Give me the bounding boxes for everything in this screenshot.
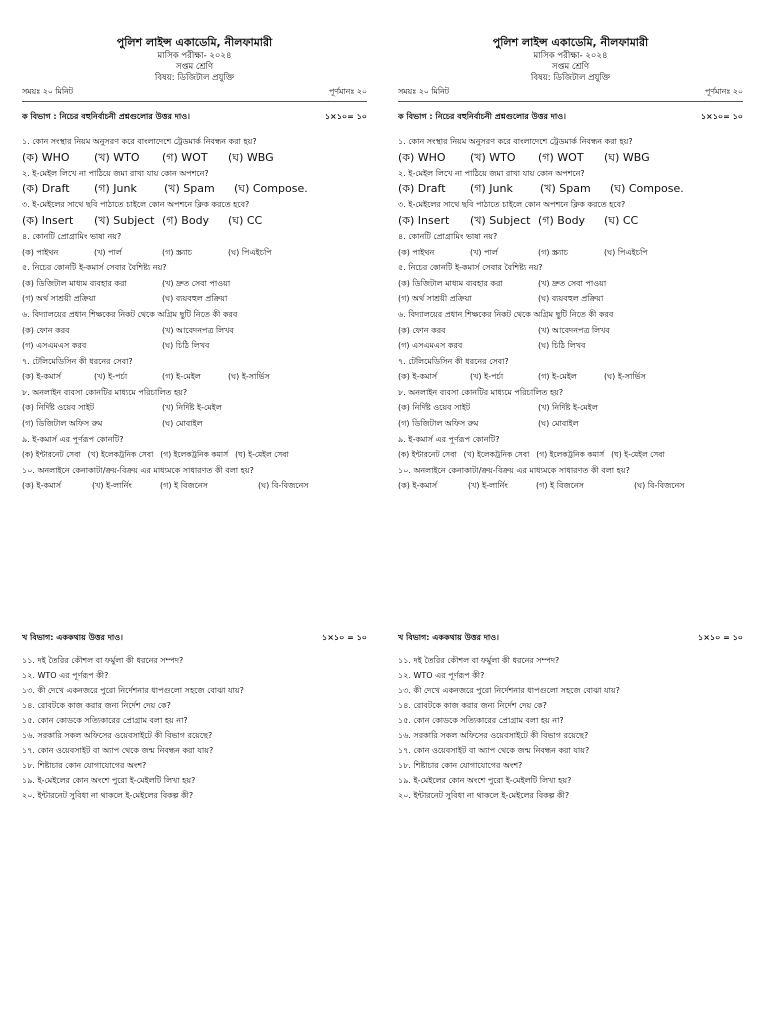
option: (খ) পার্ল (94, 247, 122, 257)
option: (ক) ই-কমার্স (22, 372, 62, 382)
mcq-question-2: ২. ই-মেইল লিখে না পাঠিয়ে জমা রাখা যায় কোন অপশনে? (398, 168, 585, 178)
option: (গ) এসএমএস করব (398, 341, 463, 351)
option: (ক) নির্দিষ্ট ওয়েব সাইট (398, 403, 471, 413)
short-question-15: ১৫. কোন কোডকে সত্যিকারের প্রোগ্রাম বলা হয় না? (22, 716, 188, 725)
short-question-13: ১৩. কী দেখে একনজরে পুরো নির্দেশনার ধাপগুলো সহজে বোঝা যায়? (22, 686, 244, 695)
mcq-options-8a (22, 400, 367, 416)
option: (ক) ফোন করব (398, 325, 446, 335)
mcq-options-6b (22, 338, 367, 354)
short-question-12: ১২. WTO এর পূর্ণরূপ কী? (22, 671, 109, 680)
option: (খ) আবেদনপত্র লিখব (162, 325, 234, 335)
short-question-14: ১৪. রোবটকে কাজ করার জন্য নির্দেশ দেয় কে? (398, 701, 547, 710)
option: (খ) WTO (470, 150, 516, 164)
option: (ক) ই-কমার্স (398, 481, 438, 491)
mcq-options-9 (22, 447, 367, 463)
option: (ঘ) ই-মেইল সেবা (235, 450, 289, 460)
mcq-options-1 (22, 150, 367, 166)
mcq-options-10 (22, 478, 367, 494)
mcq-question-7: ৭. টেলিমেডিসিন কী ধরনের সেবা? (398, 356, 509, 366)
option: (ঘ) CC (604, 213, 639, 227)
option: (ক) ই-কমার্স (398, 372, 438, 382)
section-a-title: ক বিভাগ : নিচের বহুনির্বাচনী প্রশ্নগুলোর উত্তর দাও। (398, 112, 566, 122)
option: (ঘ) ই-সার্ভিস (604, 372, 646, 382)
option: (ক) WHO (22, 150, 70, 164)
class-name: সপ্তম শ্রেণি (551, 61, 590, 72)
option: (ক) ডিজিটাল মাধ্যম ব্যবহার করা (22, 278, 127, 288)
option: (ঘ) পিএইচপি (228, 247, 272, 257)
option: (গ) অর্থ সাশ্রয়ী প্রক্রিয়া (22, 294, 96, 304)
section-a-marks: ১×১০= ১০ (700, 112, 743, 122)
option: (গ) ডিজিটাল অফিস রুম (22, 419, 103, 429)
option: (খ) নির্দিষ্ট ই-মেইল (162, 403, 222, 413)
option: (ঘ) চিঠি লিখব (162, 341, 210, 351)
option: (ক) পাইথন (398, 247, 435, 257)
mcq-options-10 (398, 478, 743, 494)
short-question-18: ১৮. শিষ্টাচার কোন যোগাযোগের অংশ? (22, 761, 147, 770)
section-a-heading (398, 111, 743, 124)
option: (খ) ই-লার্নিং (468, 481, 508, 491)
option: (খ) ই-লার্নিং (92, 481, 132, 491)
mcq-options-5a (398, 276, 743, 292)
option: (গ) Body (162, 213, 210, 227)
option: (খ) Spam (164, 182, 215, 196)
mcq-question-7: ৭. টেলিমেডিসিন কী ধরনের সেবা? (22, 356, 133, 366)
option: (গ) ই বিজনেস (536, 481, 584, 491)
short-question-17: ১৭. কোন ওয়েবসাইট বা অ্যাপ থেকে জন্ম নিবন্ধন করা যায়? (398, 746, 590, 755)
short-question-16: ১৬. সরকারি সকল অফিসের ওয়েবসাইটে কী বিভাগ রয়েছে? (22, 731, 213, 740)
paper-header (22, 36, 367, 84)
option: (গ) এসএমএস করব (22, 341, 87, 351)
option: (ঘ) বি-বিজনেস (634, 481, 685, 491)
mcq-options-3 (398, 213, 743, 229)
option: (ঘ) ই-সার্ভিস (228, 372, 270, 382)
option: (ক) ই-কমার্স (22, 481, 62, 491)
question-paper-left (22, 36, 367, 494)
option: (ঘ) মোবাইল (538, 419, 579, 429)
option: (গ) ডিজিটাল অফিস রুম (398, 419, 479, 429)
option: (গ) Junk (94, 182, 137, 196)
option: (ক) ফোন করব (22, 325, 70, 335)
class-name: সপ্তম শ্রেণি (175, 61, 214, 72)
option: (গ) ইলেকট্রনিক কমার্স (160, 450, 229, 460)
mcq-options-5b (398, 291, 743, 307)
option: (গ) ইলেকট্রনিক কমার্স (536, 450, 605, 460)
section-a-marks: ১×১০= ১০ (324, 112, 367, 122)
mcq-question-10: ১০. অনলাইনে কেনাকাটা/ক্রয়-বিক্রয় এর মাধ্যমকে সাধারণত কী বলা হয়? (398, 465, 630, 475)
mcq-options-3 (22, 213, 367, 229)
option: (ঘ) Compose. (234, 182, 308, 196)
short-question-18: ১৮. শিষ্টাচার কোন যোগাযোগের অংশ? (398, 761, 523, 770)
mcq-question-6: ৬. বিদ্যালয়ের প্রধান শিক্ষকের নিকট থেকে অগ্রিম ছুটি নিতে কী করব (22, 309, 238, 319)
option: (ক) WHO (398, 150, 446, 164)
section-a-heading (22, 111, 367, 124)
option: (ক) Insert (22, 213, 74, 227)
mcq-question-4: ৪. কোনটি প্রোগ্রামিং ভাষা নয়? (22, 231, 122, 241)
option: (গ) Body (538, 213, 586, 227)
mcq-options-2 (22, 181, 367, 197)
short-question-19: ১৯. ই-মেইলের কোন অংশে পুরো ই-মেইলটি লিখা হয়? (398, 776, 572, 785)
section-b-marks: ১×১০ = ১০ (698, 633, 743, 642)
option: (খ) ইলেকট্রনিক সেবা (87, 450, 154, 460)
short-question-20: ২০. ইন্টারনেট সুবিধা না থাকলে ই-মেইলের বিকল্প কী? (398, 791, 570, 800)
option: (ঘ) মোবাইল (162, 419, 203, 429)
section-b-heading (398, 632, 743, 645)
short-question-19: ১৯. ই-মেইলের কোন অংশে পুরো ই-মেইলটি লিখা হয়? (22, 776, 196, 785)
time-marks-row (398, 86, 743, 102)
short-question-15: ১৫. কোন কোডকে সত্যিকারের প্রোগ্রাম বলা হয় না? (398, 716, 564, 725)
mcq-options-9 (398, 447, 743, 463)
option: (ঘ) Compose. (610, 182, 684, 196)
option: (খ) Subject (470, 213, 531, 227)
option: (ঘ) ব্যয়বহুল প্রক্রিয়া (538, 294, 604, 304)
mcq-question-2: ২. ই-মেইল লিখে না পাঠিয়ে জমা রাখা যায় কোন অপশনে? (22, 168, 209, 178)
option: (ক) Draft (398, 182, 446, 196)
subject-name: বিষয়: ডিজিটাল প্রযুক্তি (530, 72, 611, 83)
mcq-options-4 (398, 245, 743, 261)
short-question-11: ১১. দই তৈরির কৌশল বা ফর্মুলা কী ধরনের সম্পদ? (398, 656, 560, 665)
short-question-20: ২০. ইন্টারনেট সুবিধা না থাকলে ই-মেইলের বিকল্প কী? (22, 791, 194, 800)
option: (ঘ) ই-মেইল সেবা (611, 450, 665, 460)
option: (খ) দ্রুত সেবা পাওয়া (162, 278, 231, 288)
school-title: পুলিশ লাইন্স একাডেমি, নীলফামারী (116, 36, 273, 49)
mcq-question-3: ৩. ই-মেইলের সাথে ছবি পাঠাতে চাইলে কোন অপশনে ক্লিক করতে হবে? (398, 200, 626, 210)
paper-header (398, 36, 743, 84)
mcq-question-8: ৮. অনলাইন ব্যবসা কোনটির মাধ্যমে পরিচালিত হয়? (398, 387, 564, 397)
mcq-options-6a (398, 323, 743, 339)
mcq-question-6: ৬. বিদ্যালয়ের প্রধান শিক্ষকের নিকট থেকে অগ্রিম ছুটি নিতে কী করব (398, 309, 614, 319)
option: (গ) ই-মেইল (538, 372, 577, 382)
mcq-question-4: ৪. কোনটি প্রোগ্রামিং ভাষা নয়? (398, 231, 498, 241)
mcq-options-8b (22, 416, 367, 432)
option: (ঘ) ব্যয়বহুল প্রক্রিয়া (162, 294, 228, 304)
mcq-question-8: ৮. অনলাইন ব্যবসা কোনটির মাধ্যমে পরিচালিত হয়? (22, 387, 188, 397)
question-paper-right (398, 36, 743, 494)
option: (গ) অর্থ সাশ্রয়ী প্রক্রিয়া (398, 294, 472, 304)
mcq-options-5b (22, 291, 367, 307)
mcq-options-8b (398, 416, 743, 432)
section-b-right (398, 632, 743, 803)
short-question-16: ১৬. সরকারি সকল অফিসের ওয়েবসাইটে কী বিভাগ রয়েছে? (398, 731, 589, 740)
mcq-question-9: ৯. ই-কমার্স এর পূর্ণরূপ কোনটি? (398, 434, 500, 444)
option: (খ) আবেদনপত্র লিখব (538, 325, 610, 335)
option: (ক) ডিজিটাল মাধ্যম ব্যবহার করা (398, 278, 503, 288)
short-question-17: ১৭. কোন ওয়েবসাইট বা অ্যাপ থেকে জন্ম নিবন্ধন করা যায়? (22, 746, 214, 755)
mcq-options-7 (398, 369, 743, 385)
school-title: পুলিশ লাইন্স একাডেমি, নীলফামারী (492, 36, 649, 49)
option: (খ) ই-পর্চা (94, 372, 128, 382)
mcq-options-5a (22, 276, 367, 292)
option: (ক) ইন্টারনেট সেবা (22, 450, 81, 460)
section-b-title: খ বিভাগ: এককথায় উত্তর দাও। (398, 633, 499, 642)
full-marks: পূর্ণমানঃ ২০ (328, 87, 367, 97)
option: (খ) Subject (94, 213, 155, 227)
short-question-11: ১১. দই তৈরির কৌশল বা ফর্মুলা কী ধরনের সম্পদ? (22, 656, 184, 665)
option: (ঘ) পিএইচপি (604, 247, 648, 257)
mcq-question-1: ১. কোন সংস্থার নিয়ম অনুসরণ করে বাংলাদেশে ট্রেডমার্ক নিবন্ধন করা হয়? (398, 137, 633, 147)
short-question-13: ১৩. কী দেখে একনজরে পুরো নির্দেশনার ধাপগুলো সহজে বোঝা যায়? (398, 686, 620, 695)
option: (ক) ইন্টারনেট সেবা (398, 450, 457, 460)
mcq-options-4 (22, 245, 367, 261)
mcq-options-1 (398, 150, 743, 166)
option: (ঘ) WBG (228, 150, 274, 164)
option: (গ) Junk (470, 182, 513, 196)
option: (গ) ই বিজনেস (160, 481, 208, 491)
option: (গ) স্ক্র্যাচ (538, 247, 569, 257)
mcq-options-7 (22, 369, 367, 385)
option: (ঘ) CC (228, 213, 263, 227)
option: (খ) নির্দিষ্ট ই-মেইল (538, 403, 598, 413)
option: (খ) পার্ল (470, 247, 498, 257)
mcq-question-10: ১০. অনলাইনে কেনাকাটা/ক্রয়-বিক্রয় এর মাধ্যমকে সাধারণত কী বলা হয়? (22, 465, 254, 475)
mcq-question-5: ৫. নিচের কোনটি ই-কমার্স সেবার বৈশিষ্ট্য নয়? (22, 263, 167, 273)
subject-name: বিষয়: ডিজিটাল প্রযুক্তি (154, 72, 235, 83)
mcq-question-1: ১. কোন সংস্থার নিয়ম অনুসরণ করে বাংলাদেশে ট্রেডমার্ক নিবন্ধন করা হয়? (22, 137, 257, 147)
time-allowed: সময়ঃ ২০ মিনিট (22, 87, 74, 97)
mcq-options-6b (398, 338, 743, 354)
option: (ঘ) বি-বিজনেস (258, 481, 309, 491)
section-a-title: ক বিভাগ : নিচের বহুনির্বাচনী প্রশ্নগুলোর উত্তর দাও। (22, 112, 190, 122)
mcq-options-8a (398, 400, 743, 416)
option: (খ) দ্রুত সেবা পাওয়া (538, 278, 607, 288)
option: (ক) পাইথন (22, 247, 59, 257)
option: (খ) WTO (94, 150, 140, 164)
option: (গ) WOT (538, 150, 584, 164)
option: (ক) Draft (22, 182, 70, 196)
exam-name: মাসিক পরীক্ষা- ২০২৪ (533, 50, 608, 61)
mcq-question-9: ৯. ই-কমার্স এর পূর্ণরূপ কোনটি? (22, 434, 124, 444)
option: (গ) WOT (162, 150, 208, 164)
option: (খ) ইলেকট্রনিক সেবা (463, 450, 530, 460)
option: (খ) ই-পর্চা (470, 372, 504, 382)
mcq-options-6a (22, 323, 367, 339)
time-marks-row (22, 86, 367, 102)
option: (গ) স্ক্র্যাচ (162, 247, 193, 257)
mcq-question-5: ৫. নিচের কোনটি ই-কমার্স সেবার বৈশিষ্ট্য নয়? (398, 263, 543, 273)
option: (ক) Insert (398, 213, 450, 227)
option: (ক) নির্দিষ্ট ওয়েব সাইট (22, 403, 95, 413)
option: (গ) ই-মেইল (162, 372, 201, 382)
option: (ঘ) চিঠি লিখব (538, 341, 586, 351)
short-question-12: ১২. WTO এর পূর্ণরূপ কী? (398, 671, 485, 680)
time-allowed: সময়ঃ ২০ মিনিট (398, 87, 450, 97)
mcq-options-2 (398, 181, 743, 197)
option: (ঘ) WBG (604, 150, 650, 164)
exam-name: মাসিক পরীক্ষা- ২০২৪ (157, 50, 232, 61)
section-b-marks: ১×১০ = ১০ (322, 633, 367, 642)
option: (খ) Spam (540, 182, 591, 196)
section-b-title: খ বিভাগ: এককথায় উত্তর দাও। (22, 633, 123, 642)
mcq-question-3: ৩. ই-মেইলের সাথে ছবি পাঠাতে চাইলে কোন অপশনে ক্লিক করতে হবে? (22, 200, 250, 210)
full-marks: পূর্ণমানঃ ২০ (704, 87, 743, 97)
section-b-heading (22, 632, 367, 645)
short-question-14: ১৪. রোবটকে কাজ করার জন্য নির্দেশ দেয় কে? (22, 701, 171, 710)
section-b-left (22, 632, 367, 803)
